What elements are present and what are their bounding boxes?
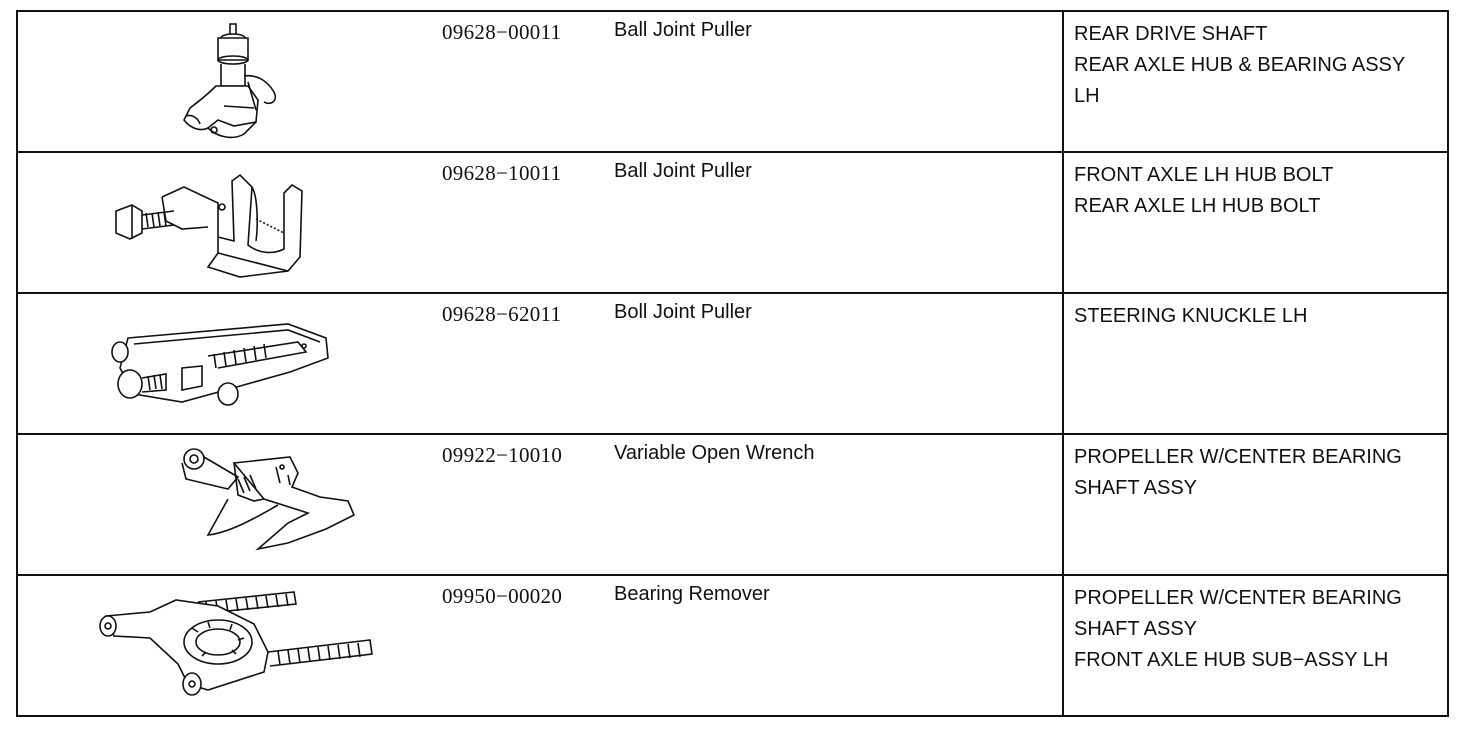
ball-joint-puller-icon bbox=[58, 16, 438, 148]
application-line: SHAFT ASSY bbox=[1074, 477, 1198, 499]
table-row bbox=[17, 293, 1448, 434]
table-row bbox=[17, 11, 1448, 152]
application-line: LH bbox=[1074, 85, 1100, 107]
application-line: SHAFT ASSY bbox=[1074, 618, 1198, 640]
application-line: REAR DRIVE SHAFT bbox=[1074, 23, 1268, 45]
boll-joint-puller-icon bbox=[58, 298, 438, 430]
application-cell bbox=[1063, 575, 1448, 716]
application-line: FRONT AXLE LH HUB BOLT bbox=[1074, 164, 1334, 186]
tool-cell bbox=[17, 293, 1063, 434]
tool-name: Ball Joint Puller bbox=[614, 160, 752, 182]
tool-cell bbox=[17, 11, 1063, 152]
application-line: REAR AXLE LH HUB BOLT bbox=[1074, 195, 1321, 217]
application-cell bbox=[1063, 434, 1448, 575]
application-line: FRONT AXLE HUB SUB−ASSY LH bbox=[1074, 649, 1389, 671]
part-number: 09628−00011 bbox=[442, 20, 562, 44]
tool-cell bbox=[17, 575, 1063, 716]
tool-cell bbox=[17, 152, 1063, 293]
part-number: 09922−10010 bbox=[442, 443, 563, 467]
table-row bbox=[17, 434, 1448, 575]
tool-name: Variable Open Wrench bbox=[614, 442, 815, 464]
part-number: 09628−10011 bbox=[442, 161, 562, 185]
table-row bbox=[17, 152, 1448, 293]
c-frame-puller-icon bbox=[58, 157, 438, 289]
application-line: STEERING KNUCKLE LH bbox=[1074, 305, 1308, 327]
part-number: 09628−62011 bbox=[442, 302, 562, 326]
table-row bbox=[17, 575, 1448, 716]
open-wrench-icon bbox=[58, 439, 438, 571]
tool-name: Bearing Remover bbox=[614, 583, 770, 605]
application-cell bbox=[1063, 293, 1448, 434]
special-service-tools-table bbox=[16, 10, 1449, 717]
application-cell bbox=[1063, 152, 1448, 293]
application-line: PROPELLER W/CENTER BEARING bbox=[1074, 446, 1402, 468]
tool-name: Boll Joint Puller bbox=[614, 301, 752, 323]
application-line: REAR AXLE HUB & BEARING ASSY bbox=[1074, 54, 1406, 76]
bearing-remover-icon bbox=[58, 580, 438, 712]
part-number: 09950−00020 bbox=[442, 584, 563, 608]
tool-name: Ball Joint Puller bbox=[614, 19, 752, 41]
tool-cell bbox=[17, 434, 1063, 575]
application-line: PROPELLER W/CENTER BEARING bbox=[1074, 587, 1402, 609]
application-cell bbox=[1063, 11, 1448, 152]
